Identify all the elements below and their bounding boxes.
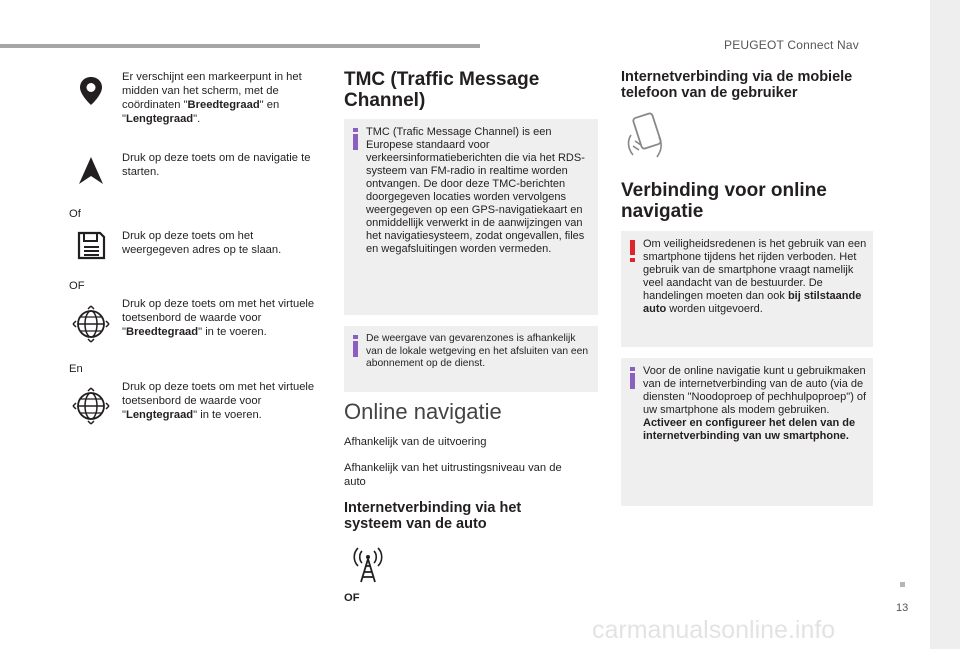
page-number: 13 xyxy=(896,602,909,614)
globe-keyboard-icon xyxy=(72,305,110,343)
navigation-arrow-icon xyxy=(74,154,108,188)
separator-of: Of xyxy=(69,208,81,220)
warning-icon xyxy=(629,240,637,262)
save-icon xyxy=(74,228,108,262)
antenna-icon xyxy=(350,544,386,584)
zones-info-box xyxy=(344,326,598,392)
separator-of-upper: OF xyxy=(69,280,85,292)
info-icon xyxy=(352,128,360,150)
smartphone-hand-icon xyxy=(619,111,669,161)
map-pin-icon xyxy=(74,74,108,108)
end-marker xyxy=(900,582,905,587)
longitude-description: Druk op deze toets om met het virtuele toetsenbord de waarde voor "Lengtegraad" in te voeren. xyxy=(122,381,315,421)
online-connection-title: Verbinding voor online navigatie xyxy=(621,180,827,222)
online-navigation-title: Online navigatie xyxy=(344,399,502,424)
start-description: Druk op deze toets om de navigatie te starten. xyxy=(122,152,311,178)
online-info-text: Voor de online navigatie kunt u gebruikmaken van de internetverbinding van de auto (via de diensten "Noodoproep of pechhulpoproep") of uw smartphone als modem gebruiken. Activeer en configureer het delen van de internetverbinding van uw smartphone. xyxy=(643,365,867,442)
info-icon xyxy=(629,367,637,389)
tmc-title: TMC (Traffic Message Channel) xyxy=(344,69,540,111)
online-info-box xyxy=(621,358,873,506)
latitude-description: Druk op deze toets om met het virtuele toetsenbord de waarde voor "Breedtegraad" in te voeren. xyxy=(122,298,315,338)
watermark: carmanualsonline.info xyxy=(592,616,836,644)
header-rule xyxy=(0,44,480,48)
save-description: Druk op deze toets om het weergegeven adres op te slaan. xyxy=(122,230,282,256)
phone-connection-title: Internetverbinding via de mobiele telefoon van de gebruiker xyxy=(621,69,853,101)
right-margin-bar xyxy=(930,0,960,649)
tmc-info-box xyxy=(344,119,598,315)
zones-info-text: De weergave van gevarenzones is afhankelijk van de lokale wetgeving en het afsluiten van een abonnement op de dienst. xyxy=(366,333,589,369)
system-connection-title: Internetverbinding via het systeem van de auto xyxy=(344,500,522,532)
info-icon xyxy=(352,335,360,357)
or-label: OF xyxy=(344,592,360,604)
marker-description: Er verschijnt een markeerpunt in het midden van het scherm, met de coördinaten "Breedtegraad" en "Lengtegraad". xyxy=(122,71,302,125)
header-title: PEUGEOT Connect Nav xyxy=(724,38,859,52)
globe-keyboard-icon xyxy=(72,387,110,425)
warning-text: Om veiligheidsredenen is het gebruik van een smartphone tijdens het rijden verboden. Het gebruik van de smartphone vraagt namelijk veel aandacht van de bestuurder. De handelingen moeten dan ook bij stilstaande auto worden uitgevoerd. xyxy=(643,238,867,315)
warning-box xyxy=(621,231,873,347)
equipment-note: Afhankelijk van het uitrustingsniveau van de auto xyxy=(344,462,562,488)
separator-en: En xyxy=(69,363,83,375)
tmc-info-text: TMC (Trafic Message Channel) is een Europese standaard voor verkeersinformatieberichten die via het RDS-systeem van FM-radio in realtime worden ontvangen. De door deze TMC-berichten doorgegeven locaties worden vervolgens weergegeven op een GPS-navigatiekaart en onmiddellijk verwerkt in de aanwijzingen van het navigatiesysteem, zodat ongevallen, files en wegafsluitingen worden vermeden. xyxy=(366,126,585,255)
version-note: Afhankelijk van de uitvoering xyxy=(344,436,487,448)
